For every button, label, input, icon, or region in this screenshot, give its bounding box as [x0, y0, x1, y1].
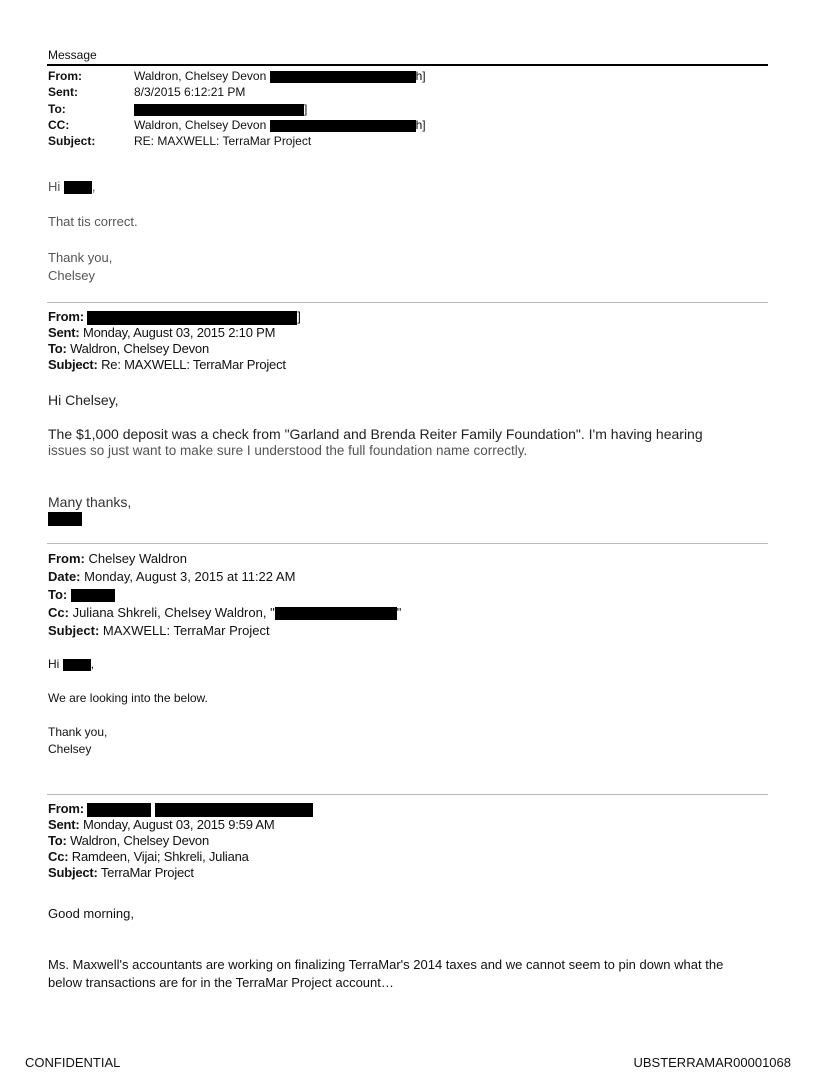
subject-field: Subject: TerraMar Project [48, 865, 194, 880]
cc-suffix: h] [415, 118, 426, 132]
separator [47, 794, 768, 795]
body-line: issues so just want to make sure I understood the full foundation name correctly. [48, 443, 528, 458]
sent-field: Sent: Monday, August 03, 2015 2:10 PM [48, 325, 276, 340]
signoff: Thank you, [48, 725, 108, 739]
separator [47, 302, 768, 303]
header-rule [47, 64, 768, 66]
redaction-block [64, 181, 92, 194]
redaction-block [87, 311, 297, 325]
redaction-block [270, 120, 416, 132]
subject-value: RE: MAXWELL: TerraMar Project [134, 134, 312, 148]
signature: Chelsey [48, 742, 92, 756]
body-text: We are looking into the below. [48, 691, 208, 705]
to-field: To: Waldron, Chelsey Devon [48, 833, 209, 848]
to-suffix: ] [304, 102, 308, 116]
redaction-block [155, 803, 313, 817]
from-field: From: ] [48, 309, 301, 324]
body-text: That tis correct. [48, 214, 138, 229]
redaction-block [63, 659, 91, 671]
confidential-label: CONFIDENTIAL [25, 1055, 121, 1070]
signature: Chelsey [48, 268, 95, 283]
sent-field: Sent: Monday, August 03, 2015 9:59 AM [48, 817, 275, 832]
greeting: Hi Chelsey, [48, 392, 119, 408]
greeting: Hi , [48, 179, 96, 194]
cc-field [134, 118, 426, 132]
from-label: From: [48, 69, 82, 83]
signoff: Thank you, [48, 250, 113, 265]
to-label: To: [48, 102, 66, 116]
from-field [134, 69, 426, 83]
to-field: To: Waldron, Chelsey Devon [48, 341, 209, 356]
from-field: From: Chelsey Waldron [48, 551, 187, 566]
subject-field: Subject: Re: MAXWELL: TerraMar Project [48, 357, 286, 372]
body-line: The $1,000 deposit was a check from "Garland and Brenda Reiter Family Foundation". I'm having hearing [48, 426, 703, 442]
sent-label: Sent: [48, 85, 78, 99]
signature [48, 512, 82, 526]
greeting: Good morning, [48, 906, 134, 921]
date-field: Date: Monday, August 3, 2015 at 11:22 AM [48, 569, 296, 584]
redaction-block [71, 589, 115, 602]
cc-field: Cc: Juliana Shkreli, Chelsey Waldron, " " [48, 605, 402, 620]
body-line: Ms. Maxwell's accountants are working on finalizing TerraMar's 2014 taxes and we cannot seem to pin down what the [48, 957, 724, 972]
subject-field: Subject: MAXWELL: TerraMar Project [48, 623, 270, 638]
signoff: Many thanks, [48, 494, 132, 510]
redaction-block [275, 607, 397, 620]
cc-label: CC: [48, 118, 70, 132]
redaction-block [48, 512, 82, 526]
greeting: Hi , [48, 657, 95, 671]
to-field: To: [48, 587, 115, 602]
redaction-block [270, 71, 416, 83]
separator [47, 543, 768, 544]
message-label: Message [48, 48, 97, 62]
body-line: below transactions are for in the TerraMar Project account… [48, 975, 394, 990]
redaction-block [87, 803, 151, 817]
sent-value: 8/3/2015 6:12:21 PM [134, 85, 246, 99]
from-suffix: h] [415, 69, 426, 83]
redaction-block [134, 104, 304, 116]
from-field: From: [48, 801, 313, 817]
from-value: Waldron, Chelsey Devon [134, 69, 267, 83]
to-field [134, 102, 307, 116]
subject-label: Subject: [48, 134, 96, 148]
cc-value: Waldron, Chelsey Devon [134, 118, 267, 132]
bates-number: UBSTERRAMAR00001068 [633, 1055, 791, 1070]
cc-field: Cc: Ramdeen, Vijai; Shkreli, Juliana [48, 849, 249, 864]
